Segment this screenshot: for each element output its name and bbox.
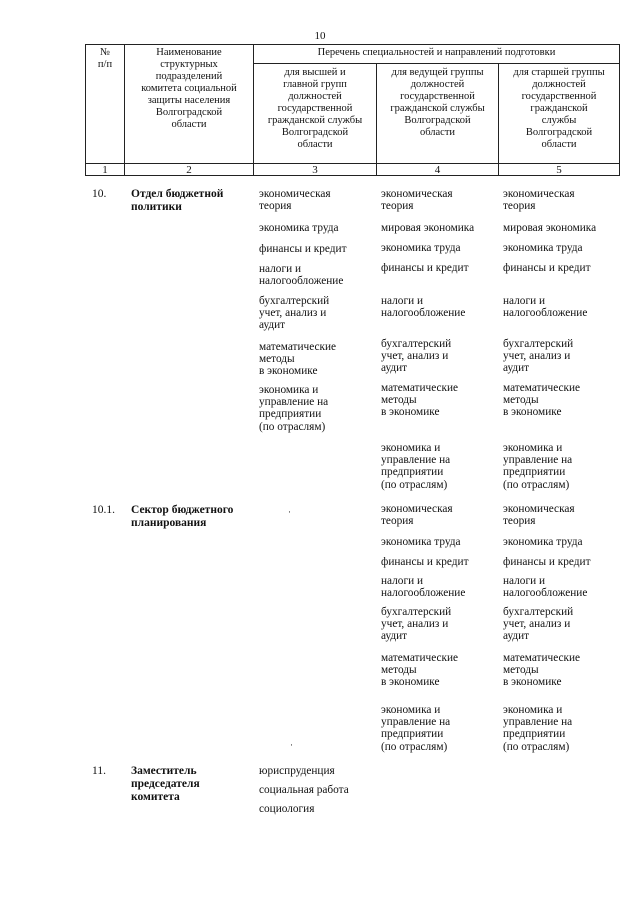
col-border-5 — [619, 44, 620, 176]
specialty-item: финансы и кредит — [381, 262, 469, 274]
group-divider — [253, 63, 619, 64]
unit-name: Отдел бюджетной политики — [131, 188, 224, 213]
index-cell: 4 — [434, 164, 441, 176]
specialty-item: математические методы в экономике — [503, 652, 581, 689]
specialty-item: экономическая теория — [503, 503, 575, 528]
specialty-item: налоги и налогообложение — [381, 295, 466, 320]
index-cell: 3 — [312, 164, 318, 176]
specialty-item: экономика и управление на предприятии (по отраслям) — [503, 442, 573, 491]
row-number: 10. — [92, 188, 107, 200]
specialty-item: юриспруденция — [259, 765, 335, 777]
row-number: 11. — [92, 765, 106, 777]
specialty-item: экономическая теория — [381, 503, 453, 528]
specialty-item: экономика труда — [381, 536, 461, 548]
specialty-item: мировая экономика — [381, 222, 475, 234]
specialty-item: экономика и управление на предприятии (по отраслям) — [381, 442, 451, 491]
specialty-item: бухгалтерский учет, анализ и аудит — [259, 295, 330, 332]
specialty-item: налоги и налогообложение — [381, 575, 466, 600]
specialty-item: социальная работа — [259, 784, 349, 796]
row-number: 10.1. — [92, 504, 115, 516]
specialty-item: математические методы в экономике — [503, 382, 581, 419]
specialty-item: математические методы в экономике — [381, 652, 459, 689]
specialty-item: бухгалтерский учет, анализ и аудит — [503, 606, 574, 643]
specialty-item: налоги и налогообложение — [503, 575, 588, 600]
header-col-senior-group: для старшей группы должностей государственной гражданской службы Волгоградской области — [513, 67, 605, 150]
specialty-item: финансы и кредит — [381, 556, 469, 568]
header-col-units: Наименование структурных подразделений комитета социальной защиты населения Волгоградской области — [141, 47, 237, 130]
specialty-item: мировая экономика — [503, 222, 597, 234]
specialty-item: бухгалтерский учет, анализ и аудит — [381, 606, 452, 643]
stray-mark: · — [288, 507, 291, 517]
index-cell: 5 — [556, 164, 562, 176]
specialty-item: бухгалтерский учет, анализ и аудит — [381, 338, 452, 375]
specialty-item: финансы и кредит — [259, 243, 347, 255]
specialty-item: бухгалтерский учет, анализ и аудит — [503, 338, 574, 375]
specialty-item: финансы и кредит — [503, 262, 591, 274]
specialty-item: экономика и управление на предприятии (по отраслям) — [503, 704, 573, 753]
specialty-item: экономика труда — [503, 536, 583, 548]
specialty-item: экономика и управление на предприятии (по отраслям) — [381, 704, 451, 753]
specialty-item: финансы и кредит — [503, 556, 591, 568]
specialty-item: экономика труда — [381, 242, 461, 254]
specialty-item: социология — [259, 803, 315, 815]
index-cell: 2 — [186, 164, 192, 176]
specialty-item: экономика труда — [259, 222, 339, 234]
table-top-border — [85, 44, 619, 45]
specialty-item: налоги и налогообложение — [503, 295, 588, 320]
header-col-leading-group: для ведущей группы должностей государственной гражданской службы Волгоградской области — [390, 67, 485, 138]
specialty-item: экономика труда — [503, 242, 583, 254]
header-col-number: № п/п — [97, 47, 113, 70]
header-col-higher-group: для высшей и главной групп должностей государственной гражданской службы Волгоградской области — [267, 67, 363, 150]
unit-name: Сектор бюджетного планирования — [131, 504, 234, 529]
stray-mark: · — [290, 740, 293, 750]
specialty-item: экономическая теория — [259, 188, 331, 213]
unit-name: Заместитель председателя комитета — [131, 765, 200, 803]
specialty-item: экономическая теория — [381, 188, 453, 213]
page-number: 10 — [314, 30, 326, 42]
header-group-title: Перечень специальностей и направлений подготовки — [317, 47, 556, 58]
specialty-item: экономика и управление на предприятии (по отраслям) — [259, 384, 329, 433]
specialty-item: математические методы в экономике — [381, 382, 459, 419]
specialty-item: налоги и налогообложение — [259, 263, 344, 288]
specialty-item: математические методы в экономике — [259, 341, 337, 378]
index-cell: 1 — [102, 164, 108, 176]
specialty-item: экономическая теория — [503, 188, 575, 213]
